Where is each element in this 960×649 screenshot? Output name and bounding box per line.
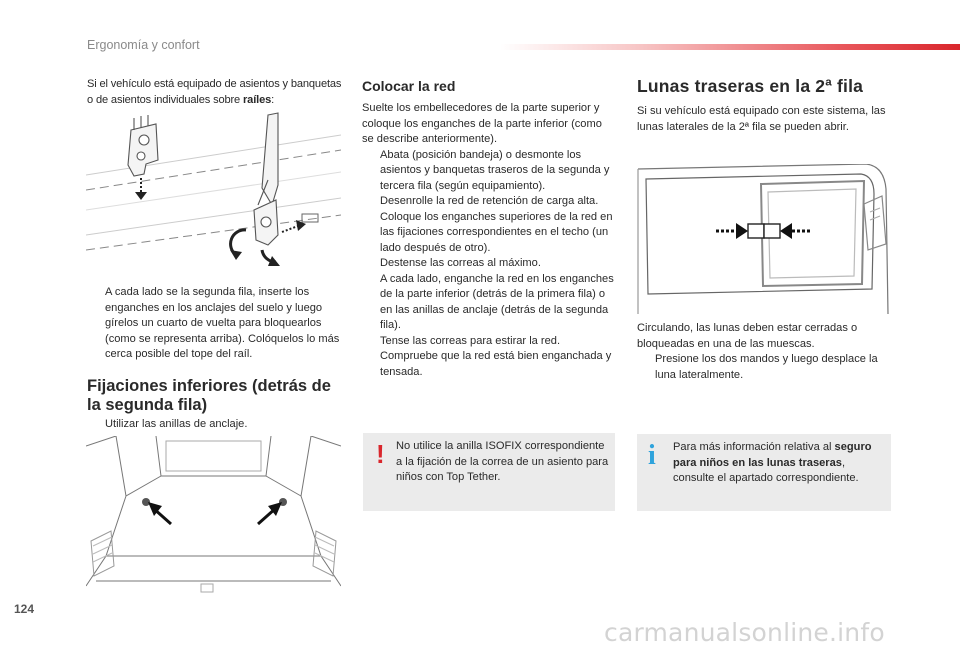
heading-rear-windows: Lunas traseras en la 2ª fila — [637, 76, 864, 96]
rail-anchor-illustration — [86, 110, 341, 280]
net-step: Abata (posición bandeja) o desmonte los asientos y banquetas traseros de la segunda y tercera fila (según equipamiento). — [380, 148, 610, 192]
rail-bullet: A cada lado se la segunda fila, inserte los enganches en los anclajes del suelo y luego gírelos un cuarto de vuelta para bloquearlos (como se representa arriba). Colóquelos lo más cerca posible del tope del raíl. — [105, 286, 340, 360]
place-net-intro: Suelte los embellecedores de la parte superior y coloque los enganches de la parte inferior (como se describe anteriormente). — [362, 102, 602, 145]
section-title: Ergonomía y confort — [87, 38, 200, 52]
column-left — [87, 77, 342, 108]
column-right — [637, 76, 893, 135]
cargo-floor-illustration — [86, 436, 341, 596]
warning-note — [363, 433, 615, 511]
window-bullet: Presione los dos mandos y luego desplace la luna lateralmente. — [655, 353, 878, 381]
warning-text: No utilice la anilla ISOFIX correspondiente a la fijación de la correa de un asiento para niños con Top Tether. — [396, 440, 609, 483]
watermark: carmanualsonline.info — [604, 618, 885, 647]
info-icon: i — [648, 440, 656, 471]
info-text: Para más información relativa al seguro para niños en las lunas traseras, consulte el apartado correspondiente. — [673, 441, 872, 484]
driving-text: Circulando, las lunas deben estar cerradas o bloqueadas en una de las muescas. — [637, 322, 858, 350]
net-step: Coloque los enganches superiores de la red en las fijaciones correspondientes en el techo (un lado después de otro). — [380, 210, 613, 254]
warning-icon: ! — [376, 439, 385, 469]
column-left-rings — [87, 417, 342, 433]
rail-intro: Si el vehículo está equipado de asientos y banquetas o de asientos individuales sobre raíles: — [87, 78, 342, 106]
info-note — [637, 434, 891, 511]
column-right-lower — [637, 321, 893, 383]
header-accent-bar — [500, 44, 960, 50]
sliding-window-illustration — [636, 164, 891, 316]
column-left-lower — [87, 285, 342, 363]
net-step: A cada lado, enganche la red en los enganches de la parte inferior (detrás de la primera fila) o en las anillas de anclaje (detrás de la segunda fila). — [380, 272, 614, 331]
net-step: Compruebe que la red está bien enganchada y tensada. — [380, 350, 612, 378]
rear-windows-intro: Si su vehículo está equipado con este sistema, las lunas laterales de la 2ª fila se pueden abrir. — [637, 105, 886, 133]
net-step: Desenrolle la red de retención de carga alta. — [380, 195, 599, 207]
net-step: Tense las correas para estirar la red. — [380, 334, 561, 347]
page-number: 124 — [14, 602, 35, 616]
column-middle — [362, 78, 614, 380]
heading-lower-fixings: Fijaciones inferiores (detrás de la segunda fila) — [87, 377, 331, 414]
heading-place-net: Colocar la red — [362, 78, 456, 94]
rings-bullet: Utilizar las anillas de anclaje. — [105, 418, 248, 430]
column-left-heading — [87, 377, 345, 415]
net-step: Destense las correas al máximo. — [380, 257, 541, 269]
